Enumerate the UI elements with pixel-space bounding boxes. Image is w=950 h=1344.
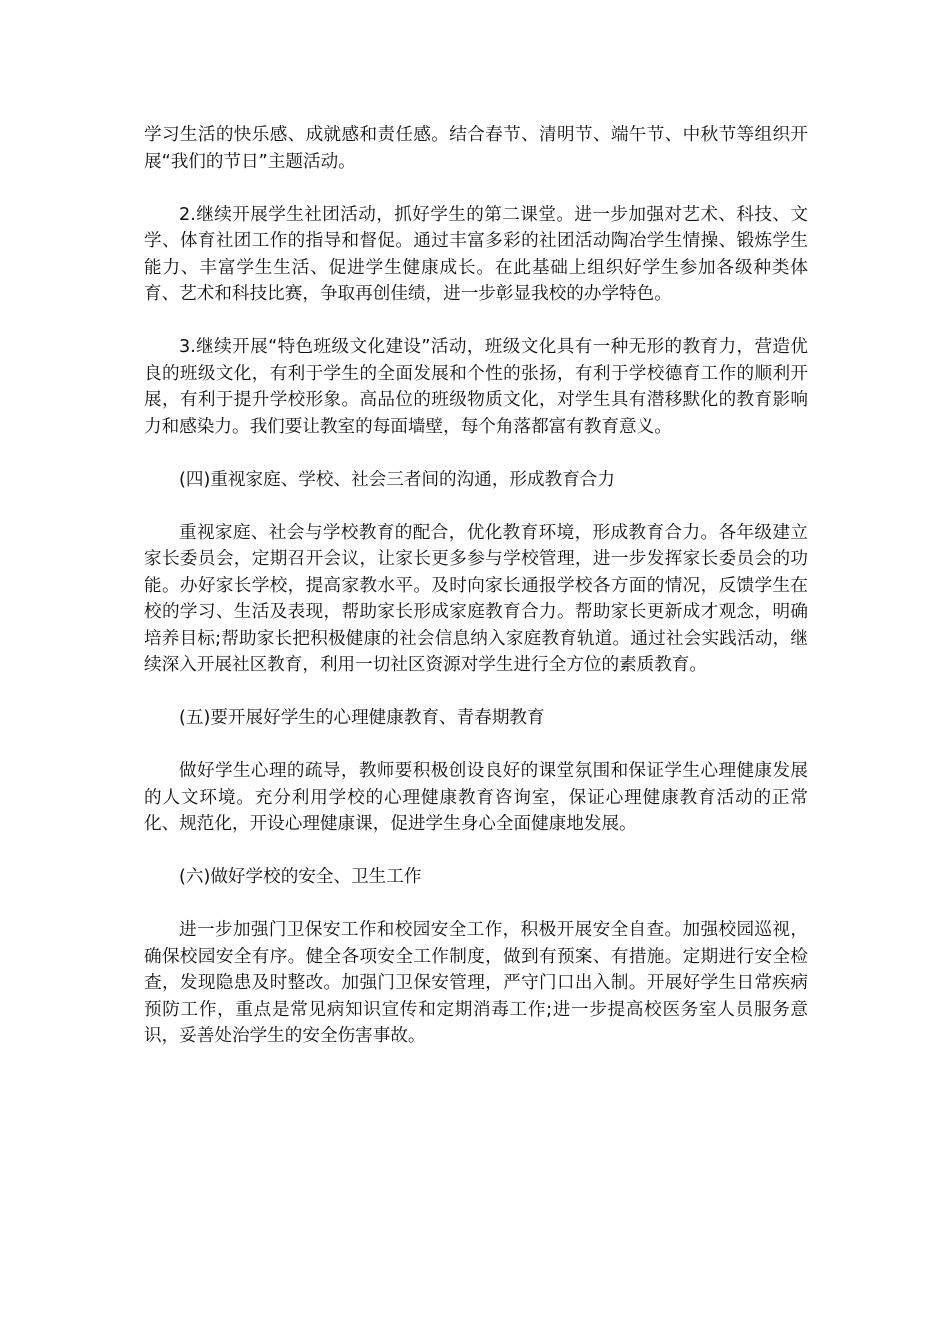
paragraph-student-clubs: 2.继续开展学生社团活动，抓好学生的第二课堂。进一步加强对艺术、科技、文学、体育社团工作的指导和督促。通过丰富多彩的社团活动陶冶学生情操、锻炼学生能力、丰富学生生活、促进学生健康成长。在此基础上组织好学生参加各级种类体育、艺术和科技比赛，争取再创佳绩，进一步彰显我校的办学特色。	[144, 204, 808, 304]
paragraph-family-school: 重视家庭、社会与学校教育的配合，优化教育环境，形成教育合力。各年级建立家长委员会，定期召开会议，让家长更多参与学校管理，进一步发挥家长委员会的功能。办好家长学校，提高家教水平。及时向家长通报学校各方面的情况，反馈学生在校的学习、生活及表现，帮助家长形成家庭教育合力。帮助家长更新成才观念，明确培养目标;帮助家长把积极健康的社会信息纳入家庭教育轨道。通过社会实践活动，继续深入开展社区教育，利用一切社区资源对学生进行全方位的素质教育。	[144, 522, 808, 675]
section-heading-mental-health: (五)要开展好学生的心理健康教育、青春期教育	[179, 708, 545, 728]
paragraph-mental-health: 做好学生心理的疏导，教师要积极创设良好的课堂氛围和保证学生心理健康发展的人文环境。充分利用学校的心理健康教育咨询室，保证心理健康教育活动的正常化、规范化，开设心理健康课，促进学生身心全面健康地发展。	[144, 761, 808, 834]
paragraph-continuation: 学习生活的快乐感、成就感和责任感。结合春节、清明节、端午节、中秋节等组织开展“我们的节日”主题活动。	[144, 125, 808, 172]
section-heading-family-school: (四)重视家庭、学校、社会三者间的沟通，形成教育合力	[179, 469, 615, 490]
section-heading-safety: (六)做好学校的安全、卫生工作	[179, 867, 422, 887]
document-page	[144, 122, 808, 1076]
paragraph-safety: 进一步加强门卫保安工作和校园安全工作，积极开展安全自查。加强校园巡视，确保校园安全有序。健全各项安全工作制度，做到有预案、有措施。定期进行安全检查，发现隐患及时整改。加强门卫保安管理，严守门口出入制。开展好学生日常疾病预防工作，重点是常见病知识宣传和定期消毒工作;进一步提高校医务室人员服务意识，妥善处治学生的安全伤害事故。	[144, 920, 808, 1046]
paragraph-class-culture: 3.继续开展“特色班级文化建设”活动，班级文化具有一种无形的教育力，营造优良的班级文化，有利于学生的全面发展和个性的张扬，有利于学校德育工作的顺利开展，有利于提升学校形象。高品位的班级物质文化，对学生具有潜移默化的教育影响力和感染力。我们要让教室的每面墙壁，每个角落都富有教育意义。	[144, 337, 808, 437]
